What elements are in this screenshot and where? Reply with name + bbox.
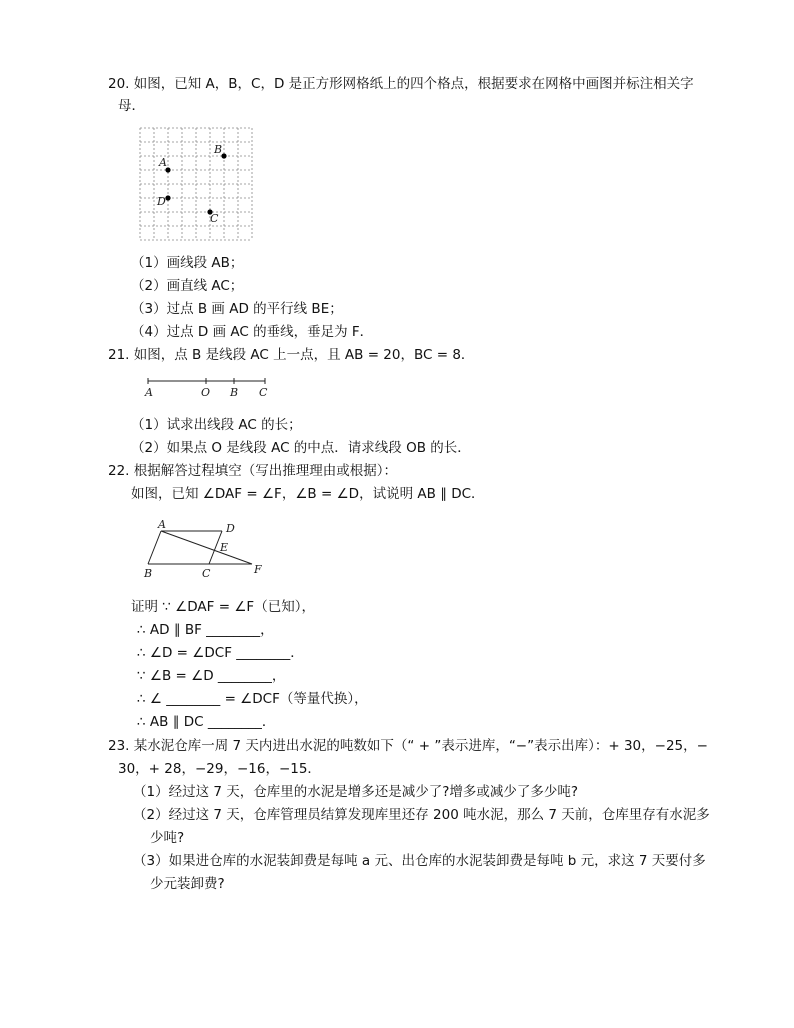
- q22-proof-line-4: ∵ ∠B = ∠D ________，: [137, 668, 286, 684]
- q23-part-3-line1: （3）如果进仓库的水泥装卸费是每吨 a 元、出仓库的水泥装卸费是每吨 b 元，求这 7 天要付多: [133, 853, 706, 869]
- q21-part-1: （1）试求出线段 AC 的长；: [131, 417, 302, 433]
- label-A: A: [145, 386, 153, 399]
- q23-part-3-line2: 少元装卸费?: [150, 876, 225, 892]
- q22-proof-line-1: 证明 ∵ ∠DAF = ∠F（已知），: [131, 599, 315, 615]
- q20-stem-line1: 20. 如图，已知 A，B，C，D 是正方形网格纸上的四个格点，根据要求在网格中画图并标注相关字: [108, 76, 694, 92]
- q23-stem-line2: 30，+ 28，−29，−16，−15．: [118, 761, 321, 777]
- q21-stem: 21. 如图，点 B 是线段 AC 上一点，且 AB = 20，BC = 8．: [108, 347, 475, 363]
- q20-part-4: （4）过点 D 画 AC 的垂线，垂足为 F．: [131, 324, 374, 340]
- label-E: E: [220, 541, 229, 554]
- q20-stem-line2: 母．: [118, 98, 145, 114]
- point-B: [221, 153, 226, 158]
- label-B: B: [214, 143, 223, 156]
- q23-part-2-line2: 少吨?: [150, 830, 185, 846]
- q22-stem-line1: 22. 根据解答过程填空（写出推理理由或根据）：: [108, 463, 398, 479]
- q23-part-1: （1）经过这 7 天，仓库里的水泥是增多还是减少了?增多或减少了多少吨?: [133, 784, 579, 800]
- label-A: A: [159, 156, 167, 169]
- label-A: A: [158, 518, 166, 531]
- q22-proof-line-6: ∴ AB ∥ DC ________．: [137, 714, 276, 730]
- label-F: F: [254, 563, 262, 576]
- label-D: D: [226, 522, 235, 535]
- label-C: C: [202, 567, 211, 580]
- q22-parallelogram-figure: [140, 516, 270, 586]
- q20-part-2: （2）画直线 AC；: [131, 278, 244, 294]
- q20-part-1: （1）画线段 AB；: [131, 255, 244, 271]
- label-D: D: [157, 195, 166, 208]
- label-B: B: [230, 386, 239, 399]
- q21-part-2: （2）如果点 O 是线段 AC 的中点．请求线段 OB 的长．: [131, 440, 471, 456]
- label-B: B: [144, 567, 153, 580]
- point-D: [165, 195, 170, 200]
- q23-part-2-line1: （2）经过这 7 天，仓库管理员结算发现库里还存 200 吨水泥，那么 7 天前，仓库里存有水泥多: [133, 807, 710, 823]
- q22-stem-line2: 如图，已知 ∠DAF = ∠F，∠B = ∠D，试说明 AB ∥ DC．: [131, 486, 485, 502]
- label-C: C: [259, 386, 268, 399]
- q23-stem-line1: 23. 某水泥仓库一周 7 天内进出水泥的吨数如下（“ + ”表示进库，“−”表示出库）：+ 30，−25，−: [108, 738, 708, 754]
- q22-proof-line-3: ∴ ∠D = ∠DCF ________．: [137, 645, 304, 661]
- q22-proof-line-2: ∴ AD ∥ BF ________，: [137, 622, 274, 638]
- q22-proof-line-5: ∴ ∠ ________ = ∠DCF（等量代换），: [137, 691, 368, 707]
- label-C: C: [210, 212, 219, 225]
- q20-grid-figure: [139, 127, 253, 245]
- label-O: O: [201, 386, 211, 399]
- q20-part-3: （3）过点 B 画 AD 的平行线 BE；: [131, 301, 343, 317]
- q21-segment-figure: [140, 373, 275, 403]
